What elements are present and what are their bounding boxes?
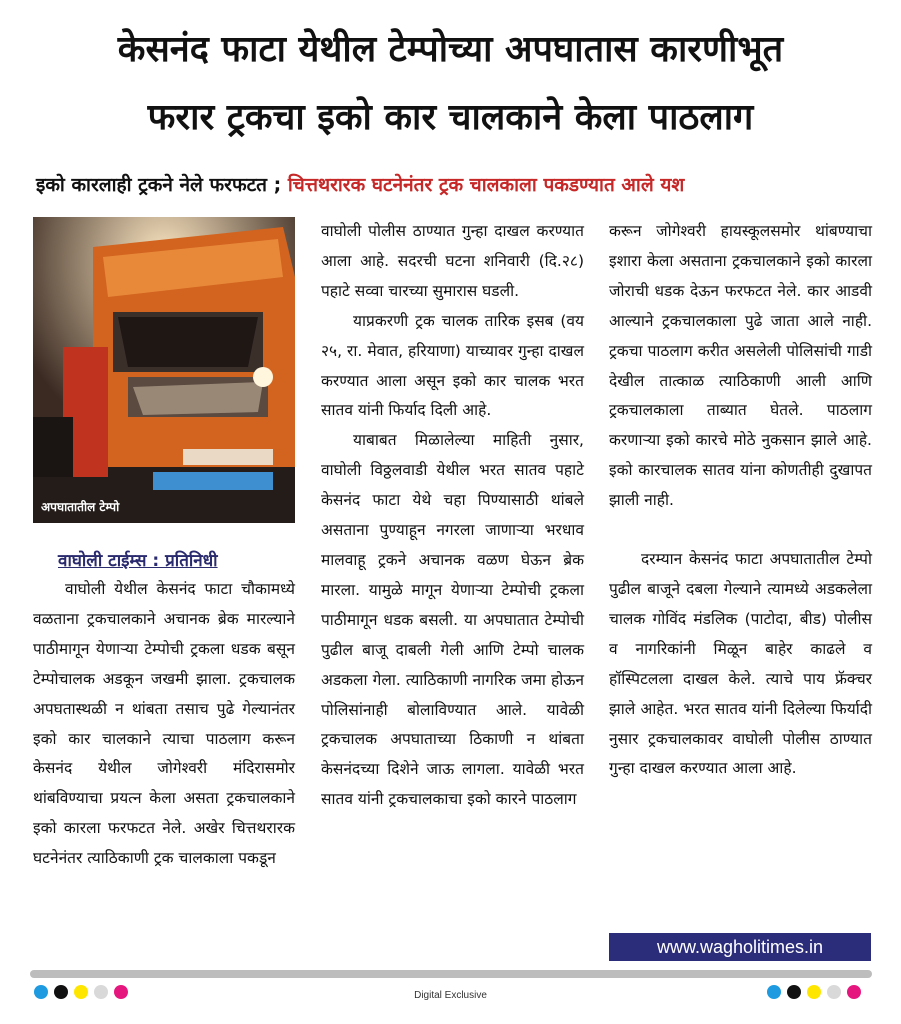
headline-line-1: केसनंद फाटा येथील टेम्पोच्या अपघातास कारणीभूत	[117, 29, 784, 70]
article-column-1	[33, 575, 295, 874]
byline: वाघोली टाईम्स : प्रतिनिधी	[58, 551, 218, 571]
paragraph: याप्रकरणी ट्रक चालक तारिक इसब (वय २५, रा. मेवात, हरियाणा) याच्यावर गुन्हा दाखल करण्यात आला असून इको कार चालक भरत सातव यांनी फिर्याद दिली आहे.	[321, 311, 584, 420]
subheadline-part-1: इको कारलाही ट्रकने नेले फरफटत	[36, 174, 268, 196]
headline-line-2: फरार ट्रकचा इको कार चालकाने केला पाठलाग	[147, 97, 754, 138]
subheadline-part-2: चित्तथरारक घटनेनंतर ट्रक चालकाला पकडण्यात आले यश	[287, 174, 685, 196]
subheadline	[36, 170, 876, 200]
gray-dot	[827, 985, 841, 999]
paragraph: वाघोली येथील केसनंद फाटा चौकामध्ये वळताना ट्रकचालकाने अचानक ब्रेक मारल्याने पाठीमागून येणाऱ्या टेम्पोची ट्रकला धडक बसून टेम्पोचालक अडकून जखमी झाला. ट्रकचालक अपघतास्थळी न थांबता तसाच पुढे गेल्यानंतर इको कार चालकाने त्याचा पाठलाग करून केसनंद येथील जोगेश्वरी मंदिरासमोर थांबविण्याचा प्रयत्न केला असता ट्रकचालकाने इको कारला फरफटत नेले. अखेर चित्तथरारक घटनेनंतर त्याठिकाणी ट्रक चालकाला पकडून	[33, 580, 295, 868]
footer-divider	[30, 970, 872, 978]
accident-photo	[33, 217, 295, 523]
paragraph: वाघोली पोलीस ठाण्यात गुन्हा दाखल करण्यात आला आहे. सदरची घटना शनिवारी (दि.२८) पहाटे सव्वा चारच्या सुमारास घडली.	[321, 222, 584, 300]
cyan-dot	[767, 985, 781, 999]
subheadline-separator: ;	[267, 174, 288, 196]
article-column-2	[321, 217, 584, 815]
footer-label: Digital Exclusive	[414, 990, 487, 1001]
article-column-3	[609, 217, 872, 784]
paragraph: दरम्यान केसनंद फाटा अपघातातील टेम्पो पुढील बाजूने दबला गेल्याने त्यामध्ये अडकलेला चालक गोविंद मंडलिक (पाटोदा, बीड) पोलीस व नागरिकांनी मिळून बाहेर काढले व हॉस्पिटलला दाखल केले. त्याचे पाय फ्रॅक्चर झाले आहेत. भरत सातव यांनी दिलेल्या फिर्यादी नुसार ट्रकचालकावर वाघोली पोलीस ठाण्यात गुन्हा दाखल करण्यात आला आहे.	[609, 550, 872, 778]
tempo-wreck-illustration	[33, 217, 295, 523]
website-link[interactable]: www.wagholitimes.in	[609, 933, 871, 961]
photo-caption: अपघातातील टेम्पो	[41, 500, 120, 514]
yellow-dot	[807, 985, 821, 999]
black-dot	[787, 985, 801, 999]
paragraph: करून जोगेश्वरी हायस्कूलसमोर थांबण्याचा इशारा केला असताना ट्रकचालकाने इको कारला जोराची धडक देऊन फरफटत नेले. कार आडवी आल्याने ट्रकचालकाला पुढे जाता आले नाही. ट्रकचा पाठलाग करीत असलेली पोलिसांची गाडी देखील तात्काळ त्याठिकाणी आली आणि ट्रकचालकाला ताब्यात घेतले. पाठलाग करणाऱ्या इको कारचे मोठे नुकसान झाले आहे. इको कारचालक सातव यांना कोणतीही दुखापत झाली नाही.	[609, 222, 872, 510]
paragraph: याबाबत मिळालेल्या माहिती नुसार, वाघोली विठ्ठलवाडी येथील भरत सातव पहाटे केसनंद फाटा येथे चहा पिण्यासाठी थांबले असताना पुण्याहून नगरला जाणाऱ्या भरधाव मालवाहू ट्रकने अचानक वळण घेऊन ब्रेक मारला. यामुळे मागून येणाऱ्या टेम्पोची ट्रकला पाठीमागून धडक बसली. या अपघातात टेम्पोची पुढील बाजू दाबली गेली आणि टेम्पो चालक अडकला गेला. त्याठिकाणी नागरिक जमा होऊन पोलिसांनाही बोलाविण्यात आले. यावेळी ट्रकचालक अपघाताच्या ठिकाणी न थांबता केसनंदच्या दिशेने जाऊ लागला. यावेळी भरत सातव यांनी ट्रकचालकाचा इको कारने पाठलाग	[321, 431, 584, 809]
registration-dots-right	[767, 985, 861, 999]
magenta-dot	[847, 985, 861, 999]
